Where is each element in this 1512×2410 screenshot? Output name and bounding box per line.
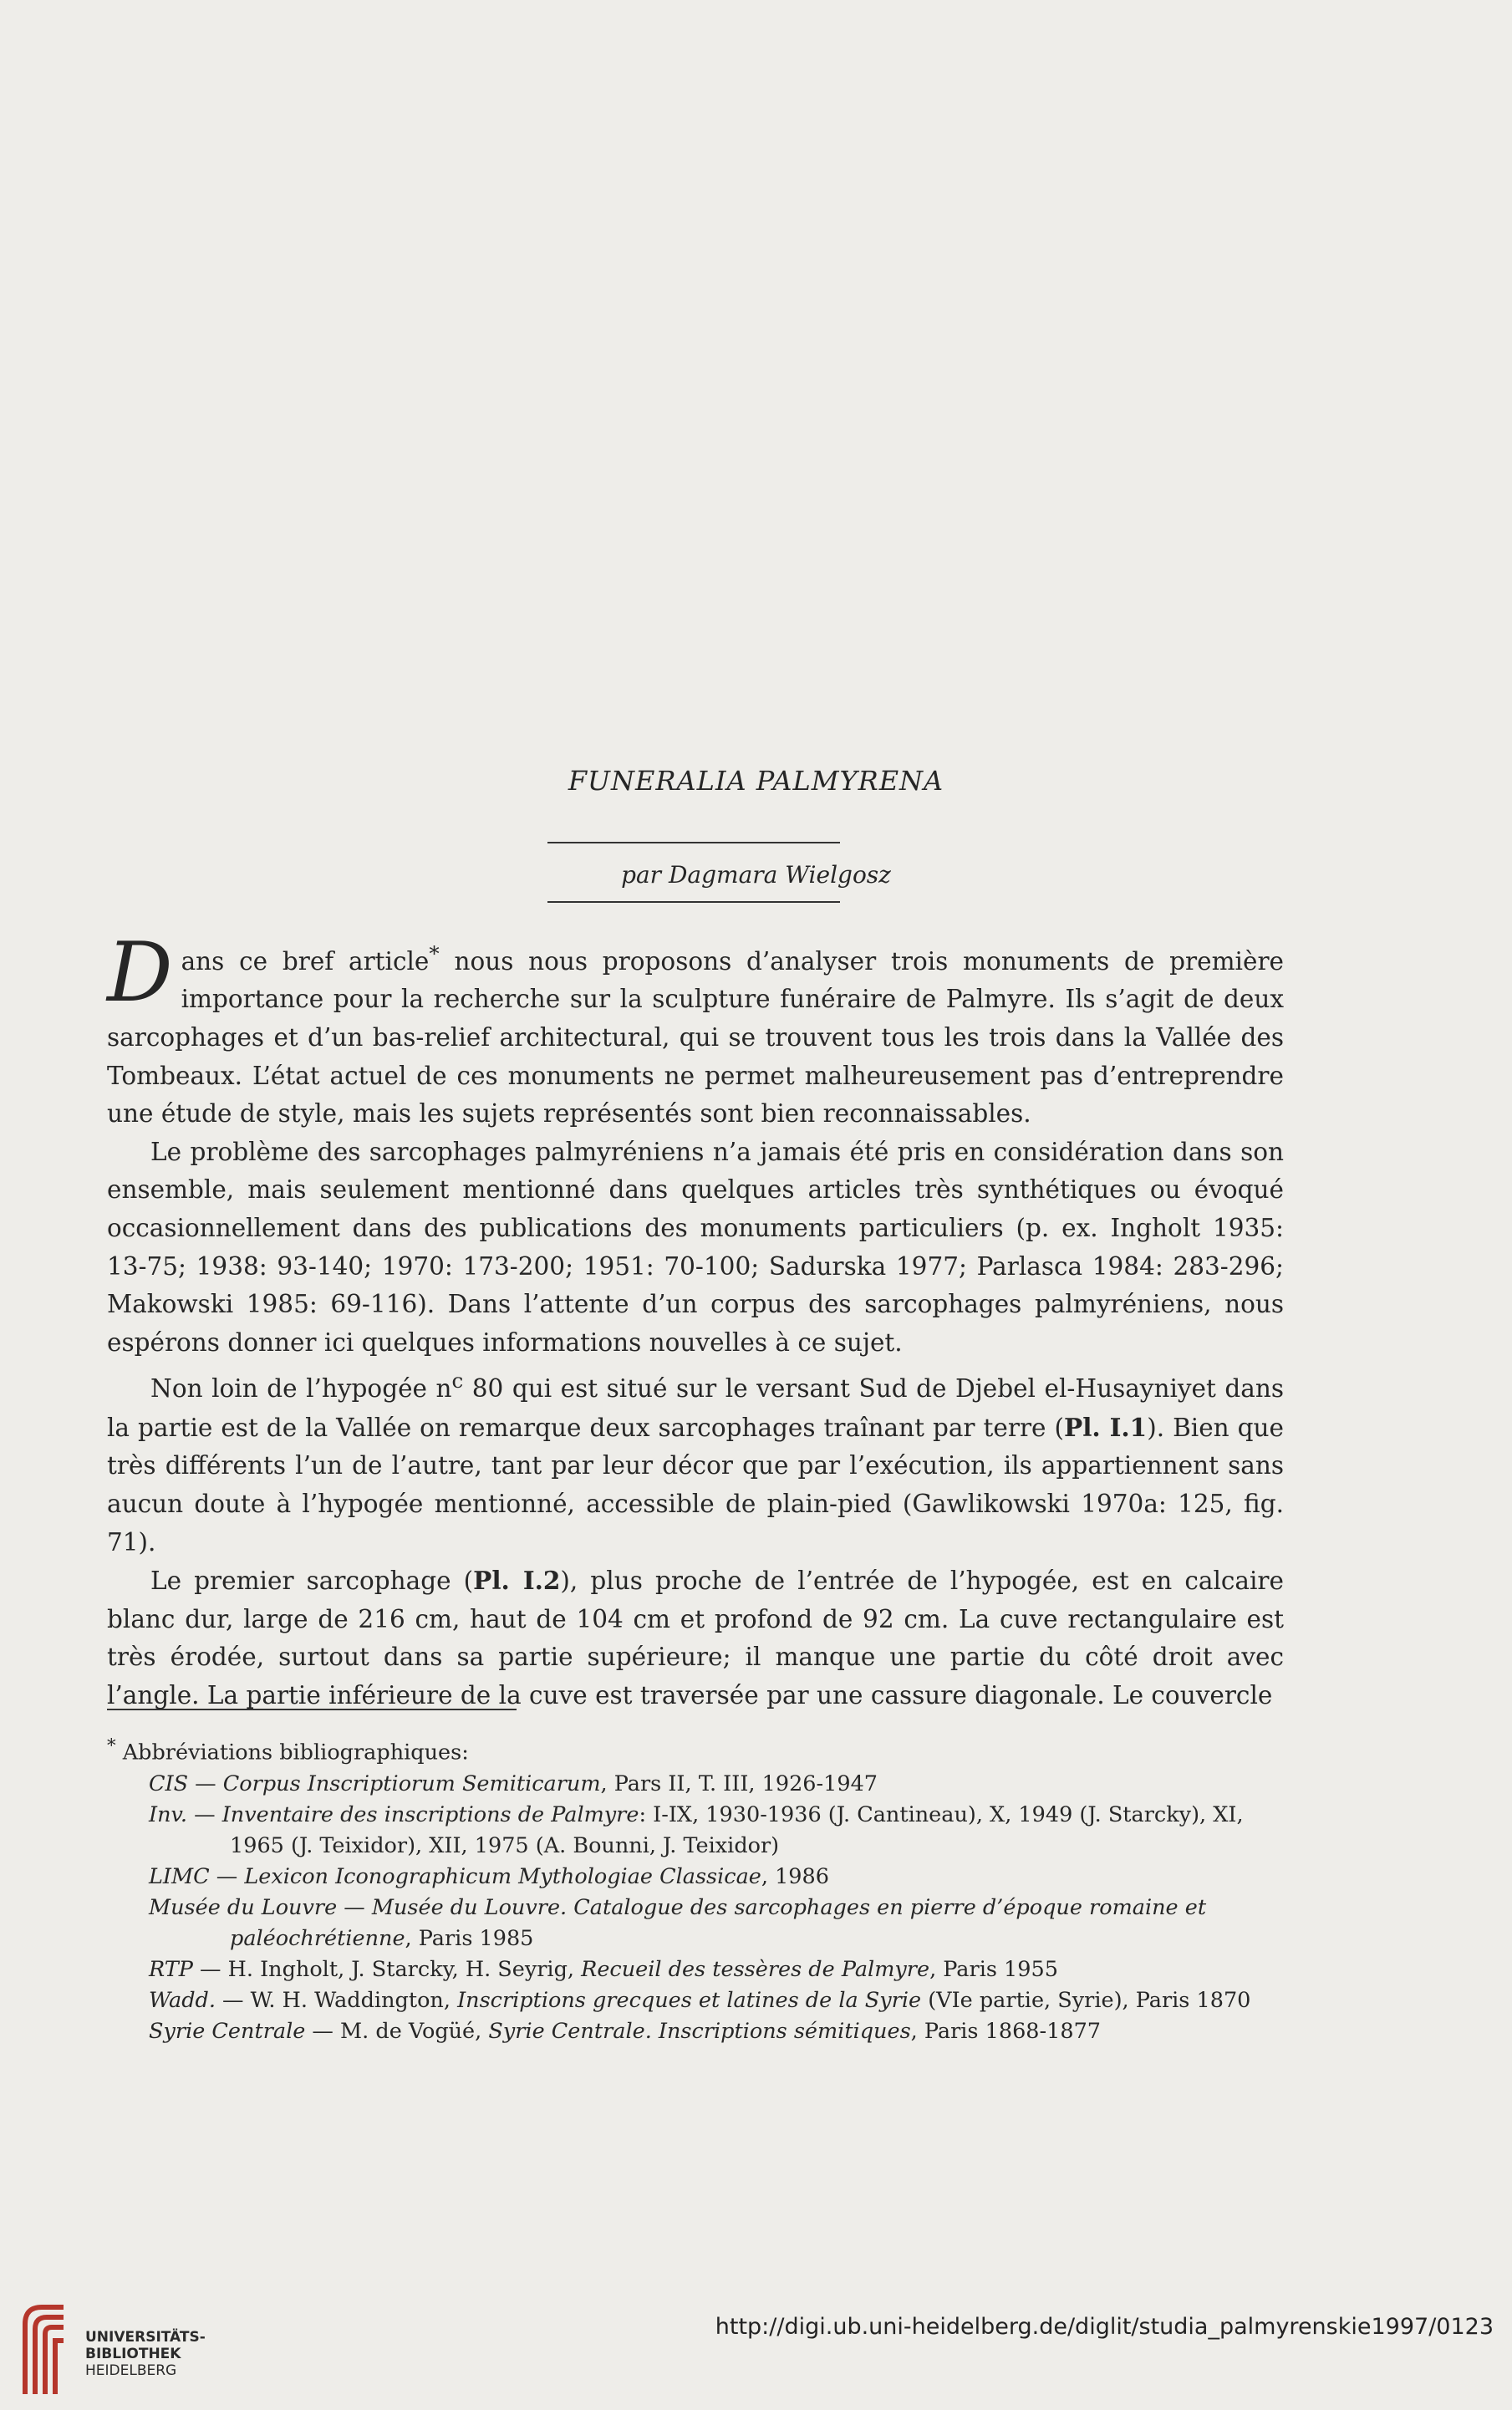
footnote-entry: LIMC — Lexicon Iconographicum Mythologiae Classicae, 1986 [149, 1863, 829, 1889]
article-title: FUNERALIA PALMYRENA [568, 765, 944, 797]
plate-reference: Pl. I.2 [473, 1566, 561, 1596]
library-name: UNIVERSITÄTS- BIBLIOTHEK HEIDELBERG [85, 2329, 206, 2379]
article-body [107, 925, 1285, 1715]
footnote-entry: Inv. — Inventaire des inscriptions de Palmyre: I-IX, 1930-1936 (J. Cantineau), X, 1949 (J. Starcky), XI, 1965 (J. Teixidor), XII, 1975 (A. Bounni, J. Teixidor) [149, 1801, 1244, 1858]
paragraph-2: Le problème des sarcophages palmyréniens n’a jamais été pris en considération dans son ensemble, mais seulement mentionné dans quelques articles très synthétiques ou évoqué occasionnellement dans des publications des monuments particuliers (p. ex. Ingholt 1935: 13-75; 1938: 93-140; 1970: 173-200; 1951: 70-100; Sadurska 1977; Parlasca 1984: 283-296; Makowski 1985: 69-116). Dans l’attente d’un corpus des sarcophages palmyréniens, nous espérons donner ici quelques informations nouvelles à ce sujet. [107, 1137, 1284, 1357]
footnote-entry: Musée du Louvre — Musée du Louvre. Catalogue des sarcophages en pierre d’époque romaine et paléochrétienne, Paris 1985 [149, 1894, 1207, 1951]
footnote-entry: RTP — H. Ingholt, J. Starcky, H. Seyrig, Recueil des tessères de Palmyre, Paris 1955 [149, 1956, 1058, 1982]
drop-cap: D [107, 925, 173, 1021]
paragraph-3: Non loin de l’hypogée $n^c$ 80 qui est situé sur le versant Sud de Djebel el-Husayniyet dans la partie est de la Vallée on remarque deux sarcophages traînant par terre (Pl. I.1). Bien que très différents l’un de l’autre, tant par leur décor que par l’exécution, ils appartiennent sans aucun doute à l’hypogée mentionné, accessible de plain-pied (Gawlikowski 1970a: 125, fig. 71). [107, 1368, 1284, 1557]
library-logo-icon [18, 2300, 70, 2399]
title-rule-top [547, 842, 840, 843]
source-url[interactable]: http://digi.ub.uni-heidelberg.de/diglit/studia_palmyrenskie1997/0123 [715, 2314, 1494, 2340]
footnote-entry: Wadd. — W. H. Waddington, Inscriptions grecques et latines de la Syrie (VIe partie, Syrie), Paris 1870 [149, 1987, 1251, 2013]
footnote-heading: * Abbréviations bibliographiques: [107, 1735, 469, 1765]
plate-reference: Pl. I.1 [1064, 1412, 1148, 1442]
footnote-marker: * [429, 941, 440, 966]
footnote-rule [107, 1709, 517, 1710]
footnote-entry: Syrie Centrale — M. de Vogüé, Syrie Centrale. Inscriptions sémitiques, Paris 1868-1877 [149, 2018, 1102, 2044]
article-byline: par Dagmara Wielgosz [621, 861, 891, 889]
footnotes [107, 1730, 1284, 2047]
paragraph-4: Le premier sarcophage (Pl. I.2), plus proche de l’entrée de l’hypogée, est en calcaire blanc dur, large de 216 cm, haut de 104 cm et profond de 92 cm. La cuve rectangulaire est très érodée, surtout dans sa partie supérieure; il manque une partie du côté droit avec l’angle. La partie inférieure de la cuve est traversée par une cassure diagonale. Le couvercle [107, 1566, 1284, 1709]
footnote-entry: CIS — Corpus Inscriptiorum Semiticarum, Pars II, T. III, 1926-1947 [149, 1771, 878, 1796]
title-rule-bottom [547, 901, 840, 903]
paragraph-1: Dans ce bref article* nous nous proposons d’analyser trois monuments de première importance pour la recherche sur la sculpture funéraire de Palmyre. Ils s’agit de deux sarcophages et d’un bas-relief architectural, qui se trouvent tous les trois dans la Vallée des Tombeaux. L’état actuel de ces monuments ne permet malheureusement pas d’entreprendre une étude de style, mais les sujets représentés sont bien reconnaissables. [107, 925, 1285, 1129]
